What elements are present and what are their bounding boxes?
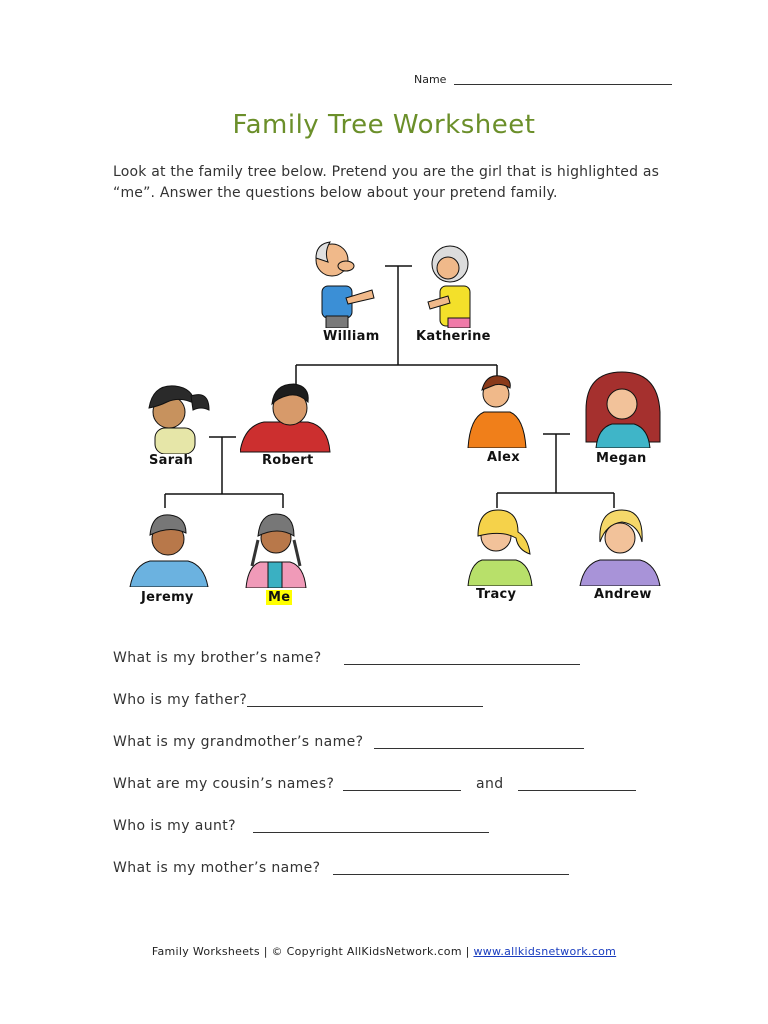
- question-3-answer-line[interactable]: [374, 748, 584, 749]
- me-illustration: [240, 510, 312, 588]
- sarah-label: Sarah: [149, 453, 194, 468]
- question-6: [113, 860, 569, 876]
- william-label: William: [323, 329, 380, 344]
- question-4-and: and: [476, 776, 504, 792]
- name-label: Name: [414, 73, 447, 86]
- megan-illustration: [582, 370, 664, 448]
- question-6-answer-line[interactable]: [333, 874, 569, 875]
- question-4-text: What are my cousin’s names?: [113, 776, 335, 792]
- question-2-answer-line[interactable]: [247, 706, 483, 707]
- jeremy-label: Jeremy: [141, 590, 194, 605]
- jeremy-illustration: [128, 511, 210, 587]
- tracy-illustration: [466, 506, 534, 586]
- question-4: [113, 776, 636, 792]
- question-5-text: Who is my aunt?: [113, 818, 236, 834]
- question-3: [113, 734, 584, 750]
- megan-label: Megan: [596, 451, 647, 466]
- question-1: [113, 650, 580, 666]
- katherine-illustration: [414, 240, 484, 328]
- question-2: [113, 692, 483, 708]
- question-5-answer-line[interactable]: [253, 832, 489, 833]
- question-3-text: What is my grandmother’s name?: [113, 734, 364, 750]
- question-2-text: Who is my father?: [113, 692, 248, 708]
- katherine-label: Katherine: [416, 329, 491, 344]
- andrew-label: Andrew: [594, 587, 652, 602]
- robert-label: Robert: [262, 453, 314, 468]
- robert-illustration: [240, 382, 332, 454]
- sarah-illustration: [133, 380, 213, 454]
- question-1-text: What is my brother’s name?: [113, 650, 322, 666]
- question-6-text: What is my mother’s name?: [113, 860, 321, 876]
- alex-illustration: [466, 374, 528, 448]
- question-1-answer-line[interactable]: [344, 664, 580, 665]
- me-label: Me: [268, 590, 291, 605]
- question-4-answer-line-1[interactable]: [343, 790, 461, 791]
- footer: [0, 945, 768, 958]
- footer-link[interactable]: www.allkidsnetwork.com: [473, 945, 617, 958]
- alex-label: Alex: [487, 450, 520, 465]
- page-title: Family Tree Worksheet: [232, 110, 536, 140]
- william-illustration: [306, 238, 378, 328]
- tracy-label: Tracy: [476, 587, 517, 602]
- footer-copyright: Family Worksheets | © Copyright AllKidsNetwork.com |: [151, 945, 470, 958]
- question-4-answer-line-2[interactable]: [518, 790, 636, 791]
- andrew-illustration: [578, 506, 662, 586]
- question-5: [113, 818, 489, 834]
- intro-text: Look at the family tree below. Pretend you are the girl that is highlighted as “me”. Answer the questions below about your pretend family.: [113, 164, 660, 201]
